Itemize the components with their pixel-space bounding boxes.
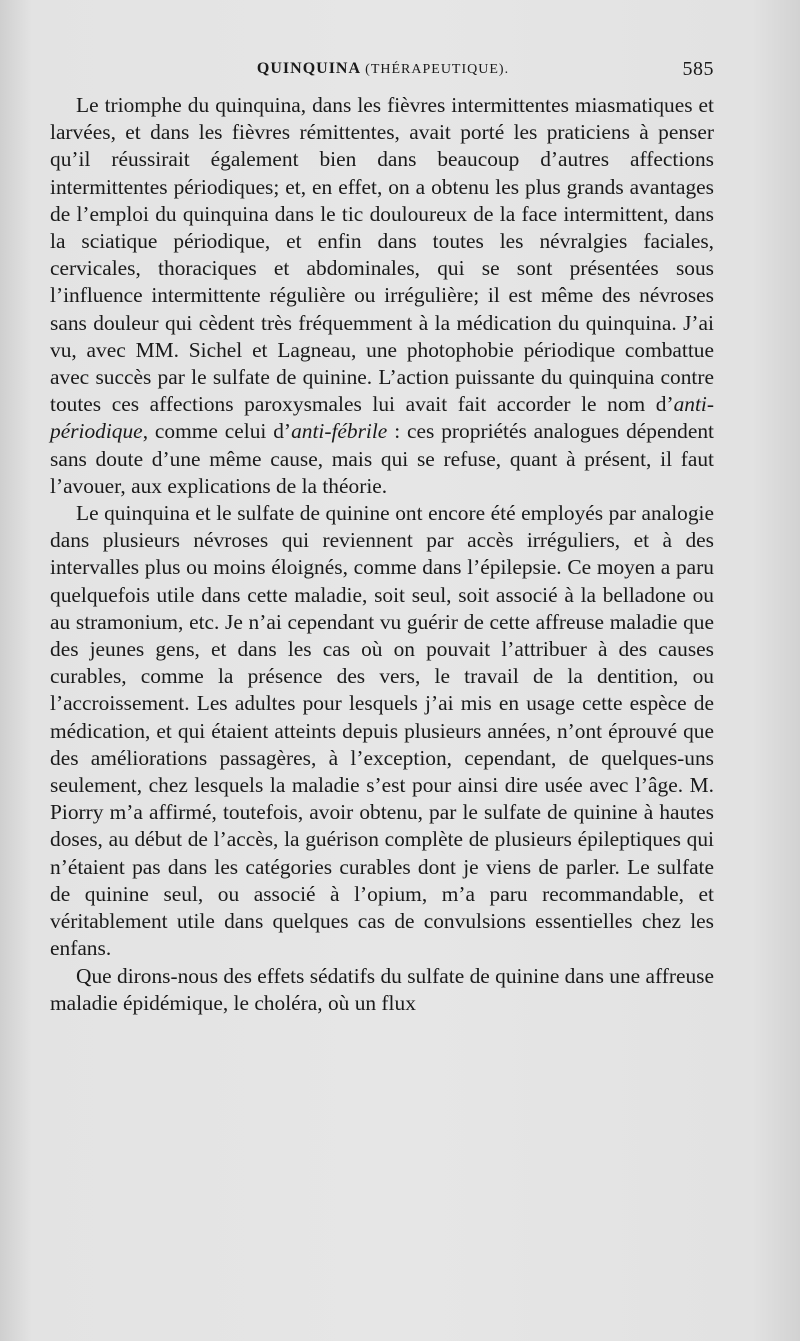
text-run: Le triomphe du quinquina, dans les fièvres intermittentes miasmatiques et larvées, et dans les fièvres rémittentes, avait porté les praticiens à penser qu’il réussirait également bien dans beaucoup d’autres affections intermittentes périodiques; et, en effet, on a obtenu les plus grands avantages de l’emploi du quinquina dans le tic douloureux de la face intermittent, dans la sciatique périodique, et enfin dans toutes les névralgies faciales, cervicales, thoraciques et abdominales, qui se sont présentées sous l’influence intermittente régulière ou irrégulière; il est même des névroses sans douleur qui cèdent très fréquemment à la médication du quinquina. J’ai vu, avec MM. Sichel et Lagneau, une photophobie périodique combattue avec succès par le sulfate de quinine. L’action puissante du quinquina contre toutes ces affections paroxysmales lui avait fait accorder le nom d’ [50, 93, 714, 417]
running-title-main: QUINQUINA [256, 60, 361, 77]
body-text [50, 92, 714, 1017]
page-number: 585 [682, 58, 714, 80]
italic-term: anti-périodique [50, 392, 714, 444]
running-title [52, 60, 714, 78]
text-run: , comme celui d’ [142, 419, 292, 444]
text-run: : ces propriétés analogues dépendent sans doute d’une même cause, mais qui se refuse, quant à présent, il faut l’avouer, aux explications de la théorie. [50, 419, 714, 498]
running-title-sub: (THÉRAPEUTIQUE). [365, 62, 510, 77]
text-run: Que dirons-nous des effets sédatifs du sulfate de quinine dans une affreuse maladie épidémique, le choléra, où un flux [50, 963, 714, 1015]
page-header [52, 60, 714, 86]
paragraph [50, 500, 714, 962]
paragraph [50, 963, 714, 1017]
paragraph [50, 92, 714, 500]
italic-term: anti-fébrile [291, 419, 388, 444]
text-run: Le quinquina et le sulfate de quinine ont encore été employés par analogie dans plusieurs névroses qui reviennent par accès irréguliers, et à des intervalles plus ou moins éloignés, comme dans l’épilepsie. Ce moyen a paru quelquefois utile dans cette maladie, soit seul, soit associé à la belladone ou au stramonium, etc. Je n’ai cependant vu guérir de cette affreuse maladie que des jeunes gens, et dans les cas où on pouvait l’attribuer à des causes curables, comme la présence des vers, le travail de la dentition, ou l’accroissement. Les adultes pour lesquels j’ai mis en usage cette espèce de médication, et qui étaient atteints depuis plusieurs années, n’ont éprouvé que des améliorations passagères, à l’exception, cependant, de quelques-uns seulement, chez lesquels la maladie s’est pour ainsi dire usée avec l’âge. M. Piorry m’a affirmé, toutefois, avoir obtenu, par le sulfate de quinine à hautes doses, au début de l’accès, la guérison complète de plusieurs épileptiques qui n’étaient pas dans les catégories curables dont je viens de parler. Le sulfate de quinine seul, ou associé à l’opium, m’a paru recommandable, et véritablement utile dans quelques cas de convulsions essentielles chez les enfans. [50, 501, 714, 961]
